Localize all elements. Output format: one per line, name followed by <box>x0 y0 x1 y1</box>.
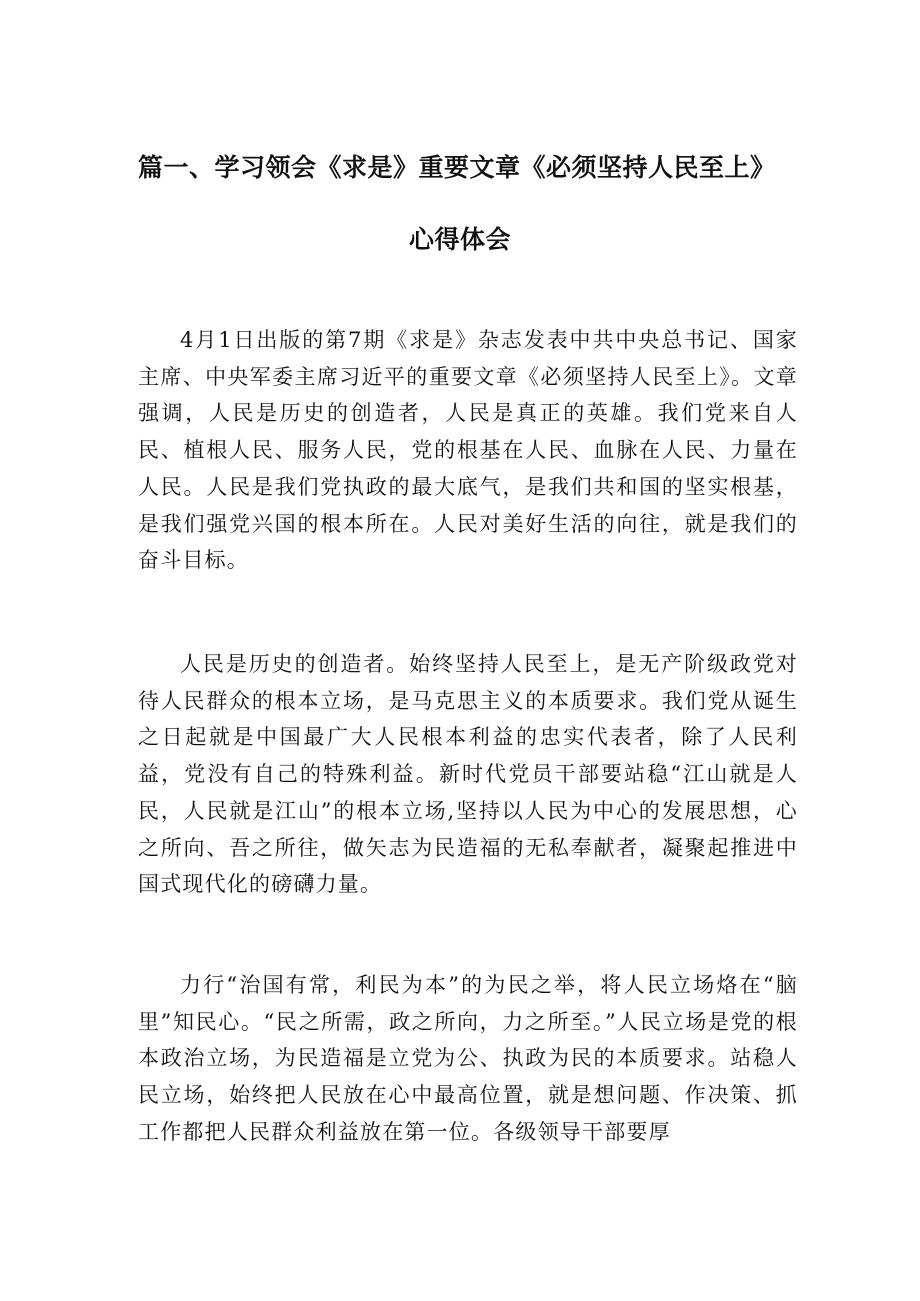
document-title-line2: 心得体会 <box>408 225 511 254</box>
body-paragraph: 4月1日出版的第7期《求是》杂志发表中共中央总书记、国家主席、中央军委主席习近平的重要文章《必须坚持人民至上》。文章强调，人民是历史的创造者，人民是真正的英雄。我们党来自人民、植根人民、服务人民，党的根基在人民、血脉在人民、力量在人民。人民是我们党执政的最大底气，是我们共和国的坚实根基，是我们强党兴国的根本所在。人民对美好生活的向往，就是我们的奋斗目标。 <box>138 328 798 573</box>
body-paragraph: 人民是历史的创造者。始终坚持人民至上，是无产阶级政党对待人民群众的根本立场，是马克思主义的本质要求。我们党从诞生之日起就是中国最广大人民根本利益的忠实代表者，除了人民利益，党没有自己的特殊利益。新时代党员干部要站稳“江山就是人民，人民就是江山”的根本立场,坚持以人民为中心的发展思想，心之所向、吾之所往，做矢志为民造福的无私奉献者，凝聚起推进中国式现代化的磅礴力量。 <box>138 652 798 897</box>
body-paragraph: 力行“治国有常，利民为本”的为民之举，将人民立场烙在“脑里”知民心。“民之所需，政之所向，力之所至。”人民立场是党的根本政治立场，为民造福是立党为公、执政为民的本质要求。站稳人民立场，始终把人民放在心中最高位置，就是想问题、作决策、抓工作都把人民群众利益放在第一位。各级领导干部要厚 <box>138 973 798 1144</box>
document-title-line1: 篇一、学习领会《求是》重要文章《必须坚持人民至上》 <box>138 153 776 182</box>
